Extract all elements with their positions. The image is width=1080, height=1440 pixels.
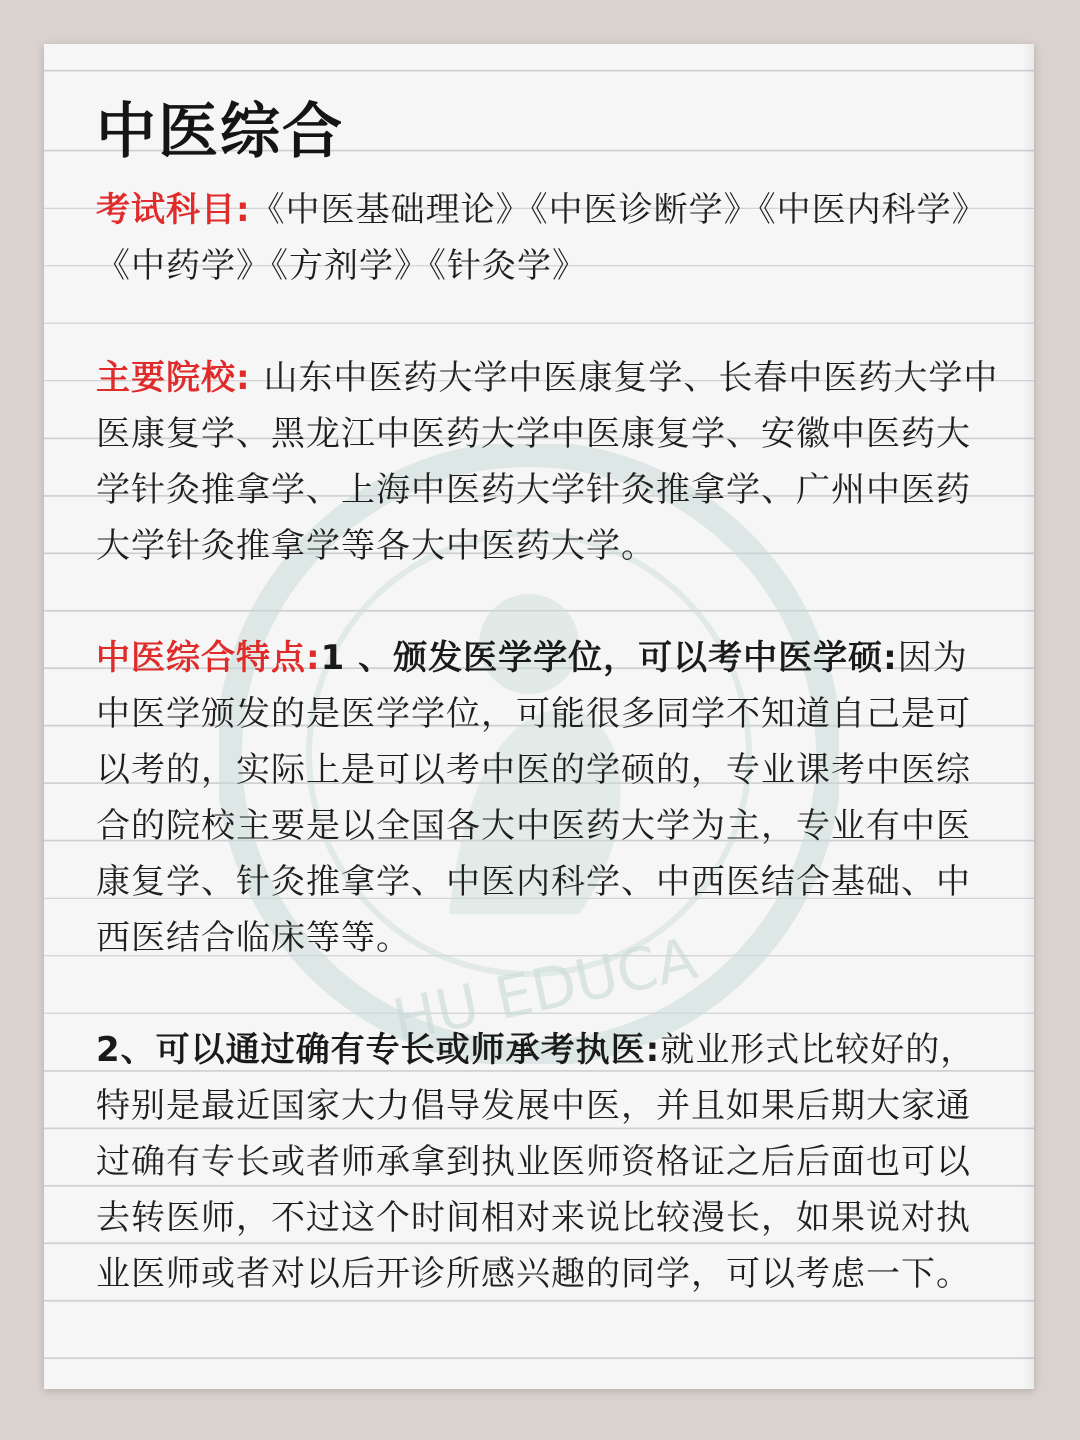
note-content (96, 92, 1001, 1302)
watermark-text: HU EDUCA (386, 924, 703, 1055)
schools-label: 主要院校: (96, 358, 264, 398)
features-heading: 1 、颁发医学学位，可以考中医学硕: (320, 638, 898, 678)
features-text: 因为中医学颁发的是医学学位，可能很多同学不知道自己是可以考的，实际上是可以考中医的学硕的，专业课考中医综合的院校主要是以全国各大中医药大学为主，专业有中医康复学、针灸推拿学、中医内科学、中西医结合基础、中西医结合临床等等。 (96, 638, 971, 958)
features-paragraph (96, 630, 1001, 966)
schools-paragraph (96, 350, 1001, 574)
schools-text: 山东中医药大学中医康复学、长春中医药大学中医康复学、黑龙江中医药大学中医康复学、安徽中医药大学针灸推拿学、上海中医药大学针灸推拿学、广州中医药大学针灸推拿学等各大中医药大学。 (96, 358, 999, 566)
point2-paragraph (96, 1022, 1001, 1302)
features-label: 中医综合特点: (96, 638, 321, 678)
subjects-paragraph (96, 182, 1001, 294)
point2-text: 就业形式比较好的，特别是最近国家大力倡导发展中医，并且如果后期大家通过确有专长或者师承拿到执业医师资格证之后后面也可以去转医师，不过这个时间相对来说比较漫长，如果说对执业医师或者对以后开诊所感兴趣的同学，可以考虑一下。 (96, 1030, 976, 1294)
paragraph-gap (96, 966, 1001, 1022)
page-title: 中医综合 (96, 97, 344, 167)
paragraph-gap (96, 574, 1001, 630)
point2-heading: 2、可以通过确有专长或师承考执医: (96, 1030, 661, 1070)
subjects-text: 《中医基础理论》《中医诊断学》《中医内科学》《中药学》《方剂学》《针灸学》 (96, 190, 987, 286)
note-paper (44, 44, 1034, 1389)
subjects-label: 考试科目: (96, 190, 251, 230)
paper-edge-shadow (1022, 44, 1034, 1389)
paragraph-gap (96, 294, 1001, 350)
